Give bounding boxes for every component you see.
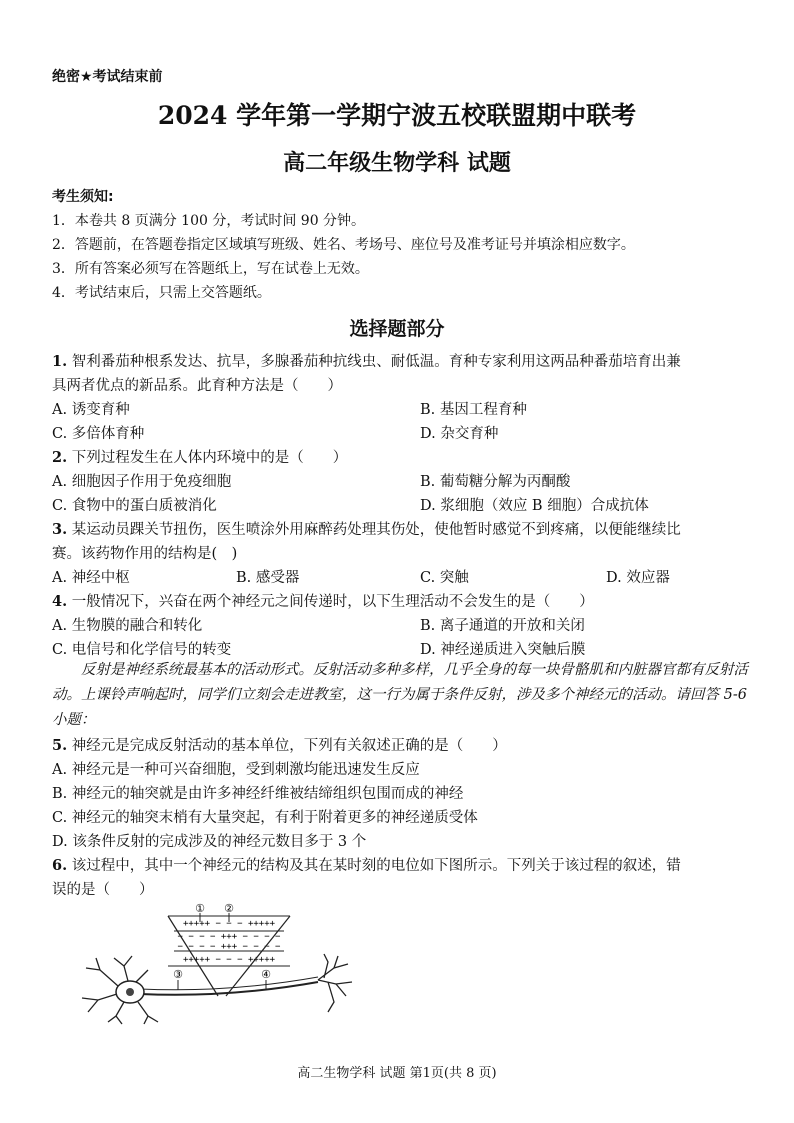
option-b: B. 基因工程育种 xyxy=(420,402,527,418)
question-number: 1. xyxy=(52,353,68,370)
question-2-stem xyxy=(52,446,347,467)
axon-terminals xyxy=(318,954,352,1012)
membrane-row: +++++ − − − +++++ xyxy=(182,919,276,929)
option-c: C. 多倍体育种 xyxy=(52,426,145,442)
membrane-row: − − − − +++ − − − − xyxy=(177,932,281,942)
option-d: D. 杂交育种 xyxy=(420,426,499,442)
question-number: 2. xyxy=(52,449,68,466)
exam-title: 2024 学年第一学期宁波五校联盟期中联考 xyxy=(157,101,637,130)
question-text: 神经元是完成反射活动的基本单位，下列有关叙述正确的是（ ） xyxy=(71,738,507,754)
option-c: C. 突触 xyxy=(420,570,469,586)
option-b: B. 感受器 xyxy=(236,570,300,586)
option-d: D. 浆细胞（效应 B 细胞）合成抗体 xyxy=(420,498,649,514)
confidential-label: 绝密★考试结束前 xyxy=(52,69,163,85)
marker-3: ③ xyxy=(173,968,183,981)
option-a: A. 神经中枢 xyxy=(52,570,130,586)
marker-1: ① xyxy=(195,902,205,915)
option-a: A. 生物膜的融合和转化 xyxy=(52,618,203,634)
question-text: 某运动员踝关节扭伤，医生喷涂外用麻醉药处理其伤处，使他暂时感觉不到疼痛，以便能继续比 xyxy=(71,522,681,538)
option-b: B. 葡萄糖分解为丙酮酸 xyxy=(420,474,571,490)
option-a: A. 细胞因子作用于免疫细胞 xyxy=(52,474,232,490)
notice-heading: 考生须知: xyxy=(52,189,114,205)
marker-4: ④ xyxy=(261,968,271,981)
marker-2: ② xyxy=(224,902,234,915)
section-heading: 选择题部分 xyxy=(349,318,445,340)
option-d: D. 神经递质进入突触后膜 xyxy=(420,642,586,658)
notice-item: 3．所有答案必须写在答题纸上，写在试卷上无效。 xyxy=(52,261,369,277)
page-footer: 高二生物学科 试题 第1页(共 8 页) xyxy=(297,1066,497,1081)
notice-item: 1．本卷共 8 页满分 100 分，考试时间 90 分钟。 xyxy=(52,213,366,229)
membrane-row: +++++ − − − +++++ xyxy=(182,955,276,965)
question-6-stem xyxy=(52,854,681,875)
question-text-cont: 误的是（ ） xyxy=(52,882,154,898)
question-text: 智利番茄种根系发达、抗旱，多腺番茄种抗线虫、耐低温。育种专家利用这两品种番茄培育出兼 xyxy=(71,354,681,370)
question-1-stem xyxy=(52,350,681,371)
question-number: 4. xyxy=(52,593,68,610)
reading-passage: 反射是神经系统最基本的活动形式。反射活动多种多样，几乎全身的每一块骨骼肌和内脏器官都有反射活动。上课铃声响起时，同学们立刻会走进教室，这一行为属于条件反射，涉及多个神经元的活动。请回答 5-6 小题： xyxy=(52,662,748,728)
notice-item: 4．考试结束后，只需上交答题纸。 xyxy=(52,285,271,301)
question-text: 一般情况下，兴奋在两个神经元之间传递时，以下生理活动不会发生的是（ ） xyxy=(71,594,594,610)
option-b: B. 神经元的轴突就是由许多神经纤维被结缔组织包围而成的神经 xyxy=(52,786,464,802)
question-number: 3. xyxy=(52,521,68,538)
membrane-detail xyxy=(168,916,290,966)
option-c: C. 食物中的蛋白质被消化 xyxy=(52,498,217,514)
neuron-diagram xyxy=(78,898,358,1026)
exam-subtitle: 高二年级生物学科 试题 xyxy=(283,150,511,176)
option-a: A. 神经元是一种可兴奋细胞，受到刺激均能迅速发生反应 xyxy=(52,762,420,778)
option-d: D. 该条件反射的完成涉及的神经元数目多于 3 个 xyxy=(52,834,367,850)
question-3-stem xyxy=(52,518,681,539)
option-a: A. 诱变育种 xyxy=(52,402,130,418)
option-c: C. 神经元的轴突末梢有大量突起，有利于附着更多的神经递质受体 xyxy=(52,810,478,826)
question-number: 5. xyxy=(52,737,68,754)
question-5-stem xyxy=(52,734,507,755)
question-4-stem xyxy=(52,590,594,611)
question-text: 该过程中，其中一个神经元的结构及其在某时刻的电位如下图所示。下列关于该过程的叙述，错 xyxy=(71,858,681,874)
membrane-row: − − − − +++ − − − − xyxy=(177,942,281,952)
question-text: 下列过程发生在人体内环境中的是（ ） xyxy=(71,450,348,466)
option-d: D. 效应器 xyxy=(606,570,670,586)
question-number: 6. xyxy=(52,857,68,874)
option-b: B. 离子通道的开放和关闭 xyxy=(420,618,585,634)
question-text-cont: 具两者优点的新品系。此育种方法是（ ） xyxy=(52,378,342,394)
question-text-cont: 赛。该药物作用的结构是( ) xyxy=(52,546,238,562)
notice-item: 2．答题前，在答题卷指定区域填写班级、姓名、考场号、座位号及准考证号并填涂相应数字。 xyxy=(52,237,635,253)
option-c: C. 电信号和化学信号的转变 xyxy=(52,642,232,658)
